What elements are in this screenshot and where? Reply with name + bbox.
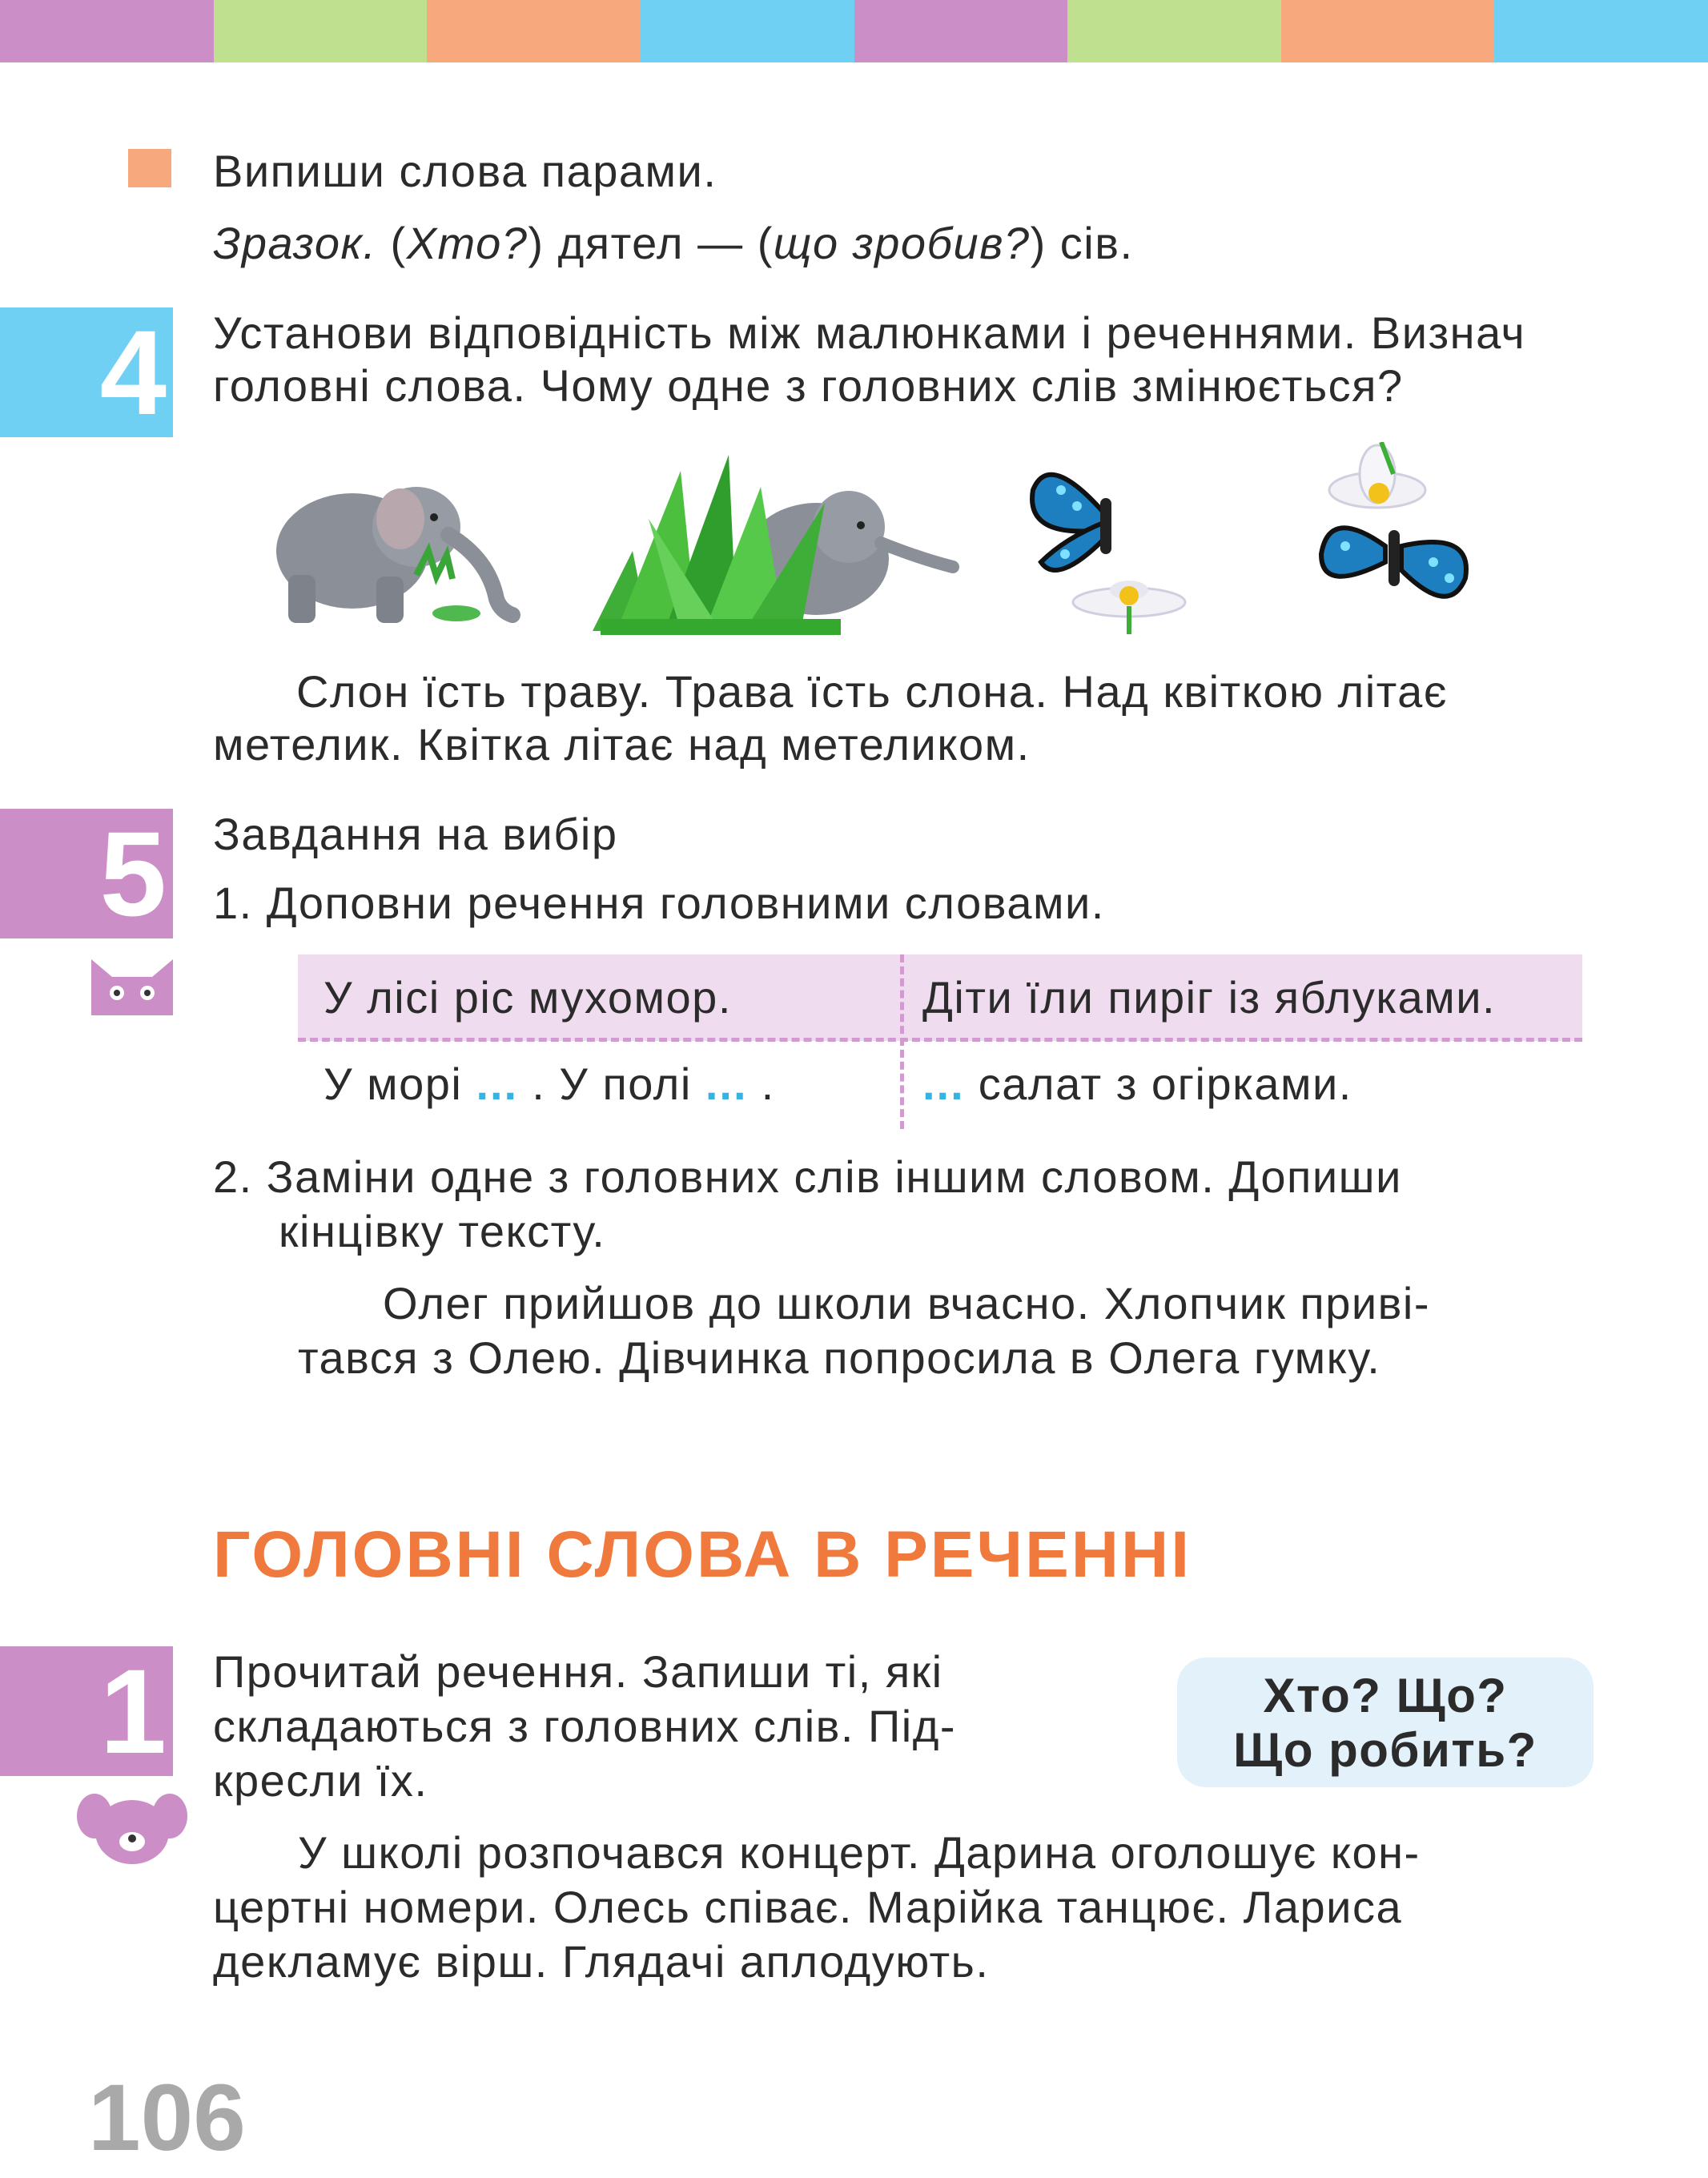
stripe xyxy=(1494,0,1708,62)
flower-over-butterfly-icon xyxy=(1305,442,1489,642)
cell-text: салат з огірками. xyxy=(978,1059,1352,1109)
task-number-1: 1 xyxy=(0,1646,173,1776)
sentence-table xyxy=(298,954,1582,1129)
cell-text: У морі xyxy=(324,1059,463,1109)
elephant-in-grass-icon xyxy=(585,439,969,639)
task1-line1: Прочитай речення. Запиши ті, які xyxy=(213,1646,943,1697)
sample-q2: (що зробив?) xyxy=(757,218,1047,268)
task1-text-line1: У школі розпочався концерт. Дарина оголошує кон- xyxy=(298,1827,1421,1878)
dog-icon xyxy=(77,1792,187,1864)
stripe xyxy=(0,0,214,62)
hint-line-2: Що робить? xyxy=(1233,1723,1537,1777)
task-number-5: 5 xyxy=(0,809,173,938)
hint-line-1: Хто? Що? xyxy=(1263,1669,1508,1722)
task5-title: Завдання на вибір xyxy=(213,809,618,859)
stripe xyxy=(854,0,1068,62)
table-cell-bottom-right xyxy=(922,1057,1352,1111)
task5-text-line2: тався з Олею. Дівчинка попросила в Олега гумку. xyxy=(298,1332,1381,1383)
table-divider-horizontal xyxy=(298,1038,1582,1042)
table-cell-bottom-left xyxy=(324,1057,775,1111)
elephant-eating-grass-icon xyxy=(256,439,528,631)
stripe xyxy=(1281,0,1495,62)
stripe xyxy=(1067,0,1281,62)
task4-sentences-line1: Слон їсть траву. Трава їсть слона. Над квіткою літає xyxy=(296,666,1448,717)
task4-line1: Установи відповідність між малюнками і реченнями. Визнач xyxy=(213,307,1526,358)
question-hint-box xyxy=(1177,1658,1593,1787)
stripe xyxy=(214,0,428,62)
task-number-4: 4 xyxy=(0,307,173,437)
bullet-square-icon xyxy=(128,149,171,187)
task5-text-line1: Олег прийшов до школи вчасно. Хлопчик приві- xyxy=(383,1278,1430,1328)
stripe xyxy=(641,0,854,62)
sample-w2: сів. xyxy=(1059,218,1134,268)
butterfly-over-flower-icon xyxy=(1017,442,1209,634)
task5-item2-line1: 2. Заміни одне з головних слів іншим словом. Допиши xyxy=(213,1151,1402,1202)
blank-dots: ... xyxy=(922,1059,965,1109)
cell-text: . У полі xyxy=(532,1059,692,1109)
task1-line2: складаються з головних слів. Під- xyxy=(213,1701,957,1751)
task5-item2-line2: кінцівку тексту. xyxy=(279,1206,606,1256)
cell-text: . xyxy=(761,1059,775,1109)
page-number: 106 xyxy=(88,2065,246,2171)
sample-line xyxy=(213,216,1134,271)
blank-dots: ... xyxy=(476,1059,519,1109)
bullet-text: Випиши слова парами. xyxy=(213,146,717,196)
task1-line3: кресли їх. xyxy=(213,1755,428,1806)
sample-q1: (Хто?) xyxy=(390,218,545,268)
task4-line2: головні слова. Чому одне з головних слів змінюється? xyxy=(213,360,1404,411)
stripe xyxy=(427,0,641,62)
blank-dots: ... xyxy=(705,1059,748,1109)
cat-icon xyxy=(88,953,176,1015)
task5-item1: 1. Доповни речення головними словами. xyxy=(213,878,1105,928)
sample-w1: дятел xyxy=(557,218,685,268)
sample-dash: — xyxy=(697,218,744,268)
top-color-stripes xyxy=(0,0,1708,62)
task4-sentences-line2: метелик. Квітка літає над метеликом. xyxy=(213,719,1031,770)
task1-text-line2: цертні номери. Олесь співає. Марійка танцює. Лариса xyxy=(213,1882,1403,1932)
task1-text-line3: декламує вірш. Глядачі аплодують. xyxy=(213,1936,990,1987)
table-cell-top-right: Діти їли пиріг із яблуками. xyxy=(922,972,1497,1023)
section-heading: ГОЛОВНІ СЛОВА В РЕЧЕННІ xyxy=(213,1518,1192,1591)
table-divider-vertical xyxy=(900,954,904,1129)
sample-label: Зразок. xyxy=(213,218,377,268)
table-cell-top-left: У лісі ріс мухомор. xyxy=(324,972,732,1023)
